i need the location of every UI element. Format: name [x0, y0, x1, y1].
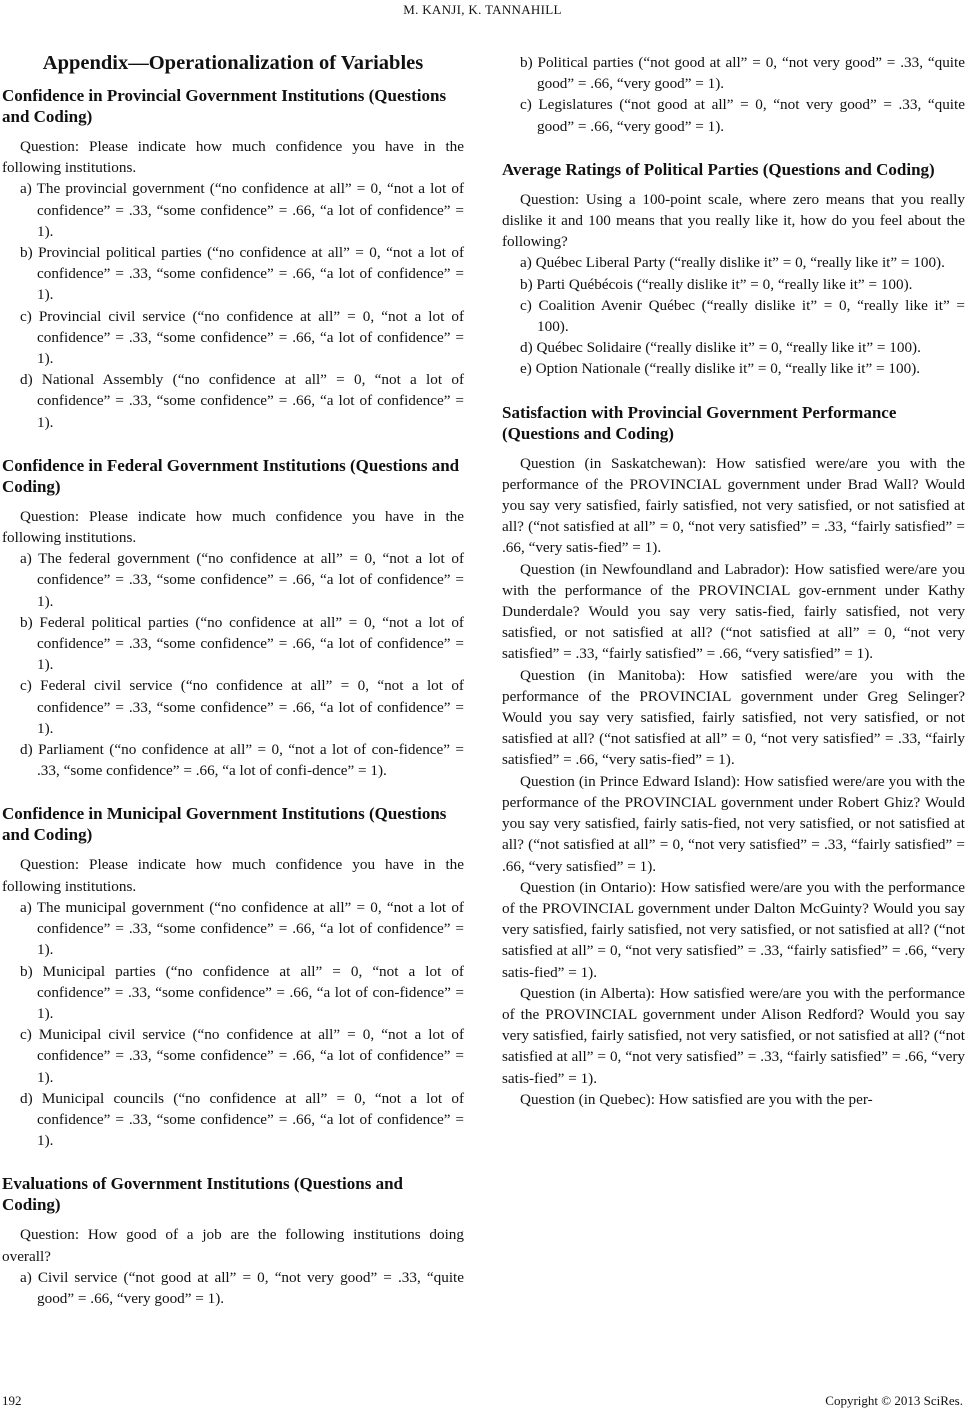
- section-question: Question: Please indicate how much confidence you have in the following institutions.: [2, 138, 464, 177]
- list-item: c) Coalition Avenir Québec (“really dislike it” = 0, “really like it” = 100).: [520, 296, 965, 336]
- list-item: d) Québec Solidaire (“really dislike it” = 0, “really like it” = 100).: [520, 339, 921, 357]
- list-item: c) Municipal civil service (“no confidence at all” = 0, “not a lot of confidence” = .33, “some confidence” = .66, “a lot of confidence” = 1).: [20, 1026, 464, 1086]
- list-item: a) The municipal government (“no confidence at all” = 0, “not a lot of confidence” = .33, “some confidence” = .66, “a lot of confidence” = 1).: [20, 898, 464, 959]
- question-paragraph: Question (in Prince Edward Island): How satisfied were/are you with the performance of the PROVINCIAL government under Robert Ghiz? Would you say very satisfied, fairly satis-fied, not very satisfied, or not satisfied at all? (“not satisfied at all” = 0, “not very satisfied” = .33, “fairly satisfied” = .66, “very satisfied” = 1).: [502, 772, 965, 875]
- list-item: e) Option Nationale (“really dislike it” = 0, “really like it” = 100).: [520, 360, 921, 378]
- right-column: [502, 52, 965, 1110]
- question-paragraph: Question (in Ontario): How satisfied were/are you with the performance of the PROVINCIAL government under Dalton McGuinty? Would you say very satisfied, fairly satisfied, not very satisfied, or not satisfied at all? (“not satisfied at all” = 0, “not very satisfied” = .33, “fairly satisfied” = .66, “very satis-fied” = 1).: [502, 878, 965, 981]
- section-question: Question: Please indicate how much confidence you have in the following institutions.: [2, 856, 464, 895]
- list-item: b) Municipal parties (“no confidence at all” = 0, “not a lot of confidence” = .33, “some confidence” = .66, “a lot of con-fidence” = 1).: [20, 962, 464, 1022]
- question-paragraph: Question (in Quebec): How satisfied are you with the per-: [520, 1090, 873, 1108]
- question-paragraph: Question (in Alberta): How satisfied were/are you with the performance of the PROVINCIAL government under Alison Redford? Would you say very satisfied, fairly satisfied, not very satisfied, or not satisfied at all? (“not satisfied at all” = 0, “not very satisfied” = .33, “fairly satisfied” = .66, “very satis-fied” = 1).: [502, 984, 965, 1087]
- question-paragraph: Question (in Newfoundland and Labrador): How satisfied were/are you with the performance of the PROVINCIAL gov-ernment under Kathy Dunderdale? Would you say very satis-fied, fairly satisfied, not very satisfied, or not satisfied at all? (“not satisfied at all” = 0, “not very satisfied” = .33, “fairly satisfied” = .66, “very satisfied” = 1).: [502, 560, 965, 663]
- list-item: a) Québec Liberal Party (“really dislike it” = 0, “really like it” = 100).: [520, 254, 945, 272]
- list-item: d) National Assembly (“no confidence at all” = 0, “not a lot of confidence” = .33, “some confidence” = .66, “a lot of confidence” = 1).: [20, 371, 464, 431]
- list-item: d) Municipal councils (“no confidence at all” = 0, “not a lot of confidence” = .33, “some confidence” = .66, “a lot of confidence” = 1).: [20, 1089, 464, 1150]
- list-item: b) Political parties (“not good at all” = 0, “not very good” = .33, “quite good” = .66, “very good” = 1).: [520, 54, 965, 93]
- list-item: c) Legislatures (“not good at all” = 0, “not very good” = .33, “quite good” = .66, “very good” = 1).: [520, 96, 965, 135]
- list-item: a) The provincial government (“no confidence at all” = 0, “not a lot of confidence” = .33, “some confidence” = .66, “a lot of confidence” = 1).: [20, 180, 464, 240]
- question-paragraph: Question (in Manitoba): How satisfied were/are you with the performance of the PROVINCIAL government under Greg Selinger? Would you say very satisfied, fairly satisfied, not very satisfied, or not satisfied at all? (“not satisfied at all” = 0, “not very satisfied” = .33, “fairly satisfied” = .66, “very satis-fied” = 1).: [502, 666, 965, 769]
- list-item: c) Federal civil service (“no confidence at all” = 0, “not a lot of confidence” = .33, “some confidence” = .66, “a lot of confidence” = 1).: [20, 677, 464, 737]
- list-item: b) Provincial political parties (“no confidence at all” = 0, “not a lot of confidence” = .33, “some confidence” = .66, “a lot of confidence” = 1).: [20, 244, 464, 304]
- list-item: d) Parliament (“no confidence at all” = 0, “not a lot of con-fidence” = .33, “some confidence” = .66, “a lot of confi-dence” = 1).: [20, 741, 464, 780]
- section-heading-provincial: Confidence in Provincial Government Institutions (Questions and Coding): [2, 86, 447, 126]
- section-heading-evaluations: Evaluations of Government Institutions (Questions and Coding): [2, 1174, 403, 1215]
- section-heading-federal: Confidence in Federal Government Institutions (Questions and Coding): [2, 455, 460, 496]
- appendix-title: Appendix—Operationalization of Variables: [42, 52, 424, 74]
- section-question: Question: Please indicate how much confidence you have in the following institutions.: [2, 507, 464, 547]
- section-heading-satisfaction: Satisfaction with Provincial Government Performance (Questions and Coding): [502, 402, 897, 443]
- section-heading-ratings: Average Ratings of Political Parties (Questions and Coding): [502, 159, 935, 179]
- left-column: [2, 48, 464, 1309]
- page-number: 192: [2, 1393, 22, 1408]
- list-item: a) Civil service (“not good at all” = 0, “not very good” = .33, “quite good” = .66, “very good” = 1).: [20, 1268, 464, 1307]
- question-paragraph: Question (in Saskatchewan): How satisfied were/are you with the performance of the PROVINCIAL government under Brad Wall? Would you say very satisfied, fairly satisfied, not very satisfied, or not satisfied at all? (“not satisfied at all” = 0, “not very satisfied” = .33, “fairly satisfied” = .66, “very satis-fied” = 1).: [502, 454, 965, 557]
- section-heading-municipal: Confidence in Municipal Government Institutions (Questions and Coding): [2, 804, 447, 845]
- list-item: a) The federal government (“no confidence at all” = 0, “not a lot of confidence” = .33, “some confidence” = .66, “a lot of confidence” = 1).: [20, 550, 464, 610]
- running-head: M. KANJI, K. TANNAHILL: [403, 2, 562, 17]
- list-item: c) Provincial civil service (“no confidence at all” = 0, “not a lot of confidence” = .33, “some confidence” = .66, “a lot of confidence” = 1).: [20, 307, 464, 368]
- copyright-notice: Copyright © 2013 SciRes.: [825, 1393, 963, 1408]
- section-question: Question: How good of a job are the following institutions doing overall?: [2, 1226, 464, 1265]
- list-item: b) Parti Québécois (“really dislike it” = 0, “really like it” = 100).: [520, 275, 913, 293]
- list-item: b) Federal political parties (“no confidence at all” = 0, “not a lot of confidence” = .33, “some confidence” = .66, “a lot of confidence” = 1).: [20, 613, 464, 674]
- section-question: Question: Using a 100-point scale, where zero means that you really dislike it and 100 means that you really like it, how do you feel about the following?: [502, 190, 965, 251]
